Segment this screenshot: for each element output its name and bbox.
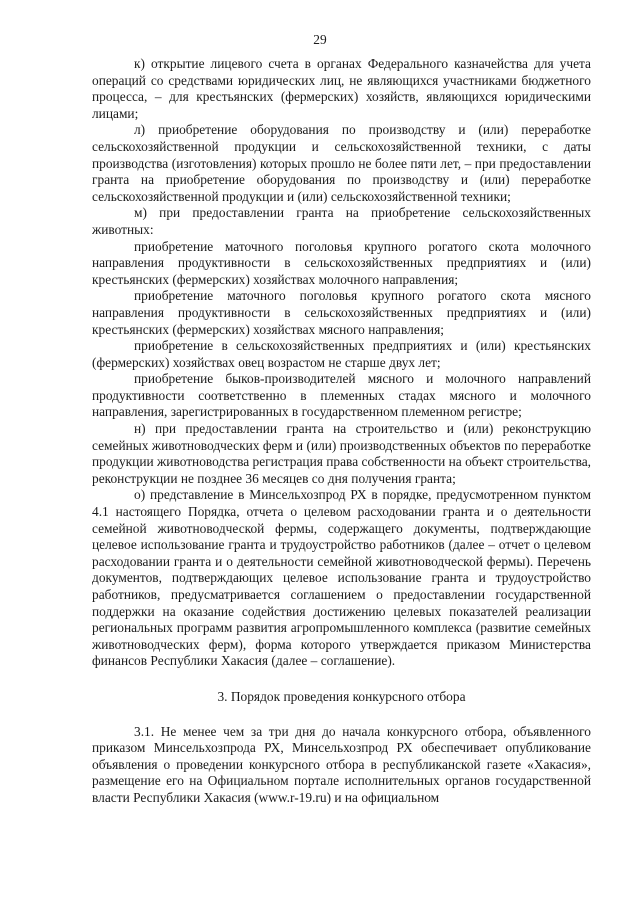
paragraph-l: л) приобретение оборудования по производству и (или) переработке сельскохозяйственной продукции и сельскохозяйственной техники, с даты производства (изготовления) которых прошло не более пяти лет, – при предоставлении гранта на приобретение оборудования по производству и (или) переработке сельскохозяйственной продукции и (или) сельскохозяйственной техники; bbox=[92, 122, 591, 204]
paragraph-o: о) представление в Минсельхозпрод РХ в порядке, предусмотренном пунктом 4.1 настоящего Порядка, отчета о целевом расходовании гранта и о деятельности семейной животноводческой фермы, содержащего документы, подтверждающие целевое использование гранта и трудоустройство работников (далее – отчет о целевом расходовании гранта и о деятельности семейной животноводческой фермы). Перечень документов, подтверждающих целевое использование гранта и трудоустройство работников, предусматривается соглашением о предоставлении государственной поддержки на оказание содействия достижению целевых показателей реализации региональных программ развития агропромышленного комплекса (развитие семейных животноводческих ферм), форма которого утверждается приказом Министерства финансов Республики Хакасия (далее – соглашение). bbox=[92, 487, 591, 669]
paragraph-3-1: 3.1. Не менее чем за три дня до начала конкурсного отбора, объявленного приказом Минсельхозпрода РХ, Минсельхозпрод РХ обеспечивает опубликование объявления о проведении конкурсного отбора в республиканской газете «Хакасия», размещение его на Официальном портале исполнительных органов государственной власти Республики Хакасия (www.r-19.ru) и на официальном bbox=[92, 723, 591, 805]
paragraph-m-bulls: приобретение быков-производителей мясного и молочного направлений продуктивности соответственно в племенных стадах мясного и молочного направления, зарегистрированных в государственном племенном регистре; bbox=[92, 371, 591, 420]
paragraph-m-sheep: приобретение в сельскохозяйственных предприятиях и (или) крестьянских (фермерских) хозяйствах овец возрастом не старше двух лет; bbox=[92, 338, 591, 370]
document-body bbox=[92, 56, 591, 807]
page-number: 29 bbox=[313, 32, 327, 47]
section-heading: 3. Порядок проведения конкурсного отбора bbox=[217, 688, 466, 704]
paragraph-m-dairy-cattle: приобретение маточного поголовья крупного рогатого скота молочного направления продуктивности в сельскохозяйственных предприятиях и (или) крестьянских (фермерских) хозяйствах молочного направления; bbox=[92, 238, 591, 287]
paragraph-m-beef-cattle: приобретение маточного поголовья крупного рогатого скота мясного направления продуктивности в сельскохозяйственных предприятиях и (или) крестьянских (фермерских) хозяйствах мясного направления; bbox=[92, 288, 591, 337]
paragraph-k: к) открытие лицевого счета в органах Федерального казначейства для учета операций со средствами юридических лиц, не являющихся участниками бюджетного процесса, – для крестьянских (фермерских) хозяйств, являющихся юридическими лицами; bbox=[92, 56, 591, 121]
paragraph-n: н) при предоставлении гранта на строительство и (или) реконструкцию семейных животноводческих ферм и (или) производственных объектов по переработке продукции животноводства регистрация права собственности на объект строительства, реконструкции не позднее 36 месяцев со дня получения гранта; bbox=[92, 421, 591, 486]
paragraph-m: м) при предоставлении гранта на приобретение сельскохозяйственных животных: bbox=[92, 205, 591, 237]
